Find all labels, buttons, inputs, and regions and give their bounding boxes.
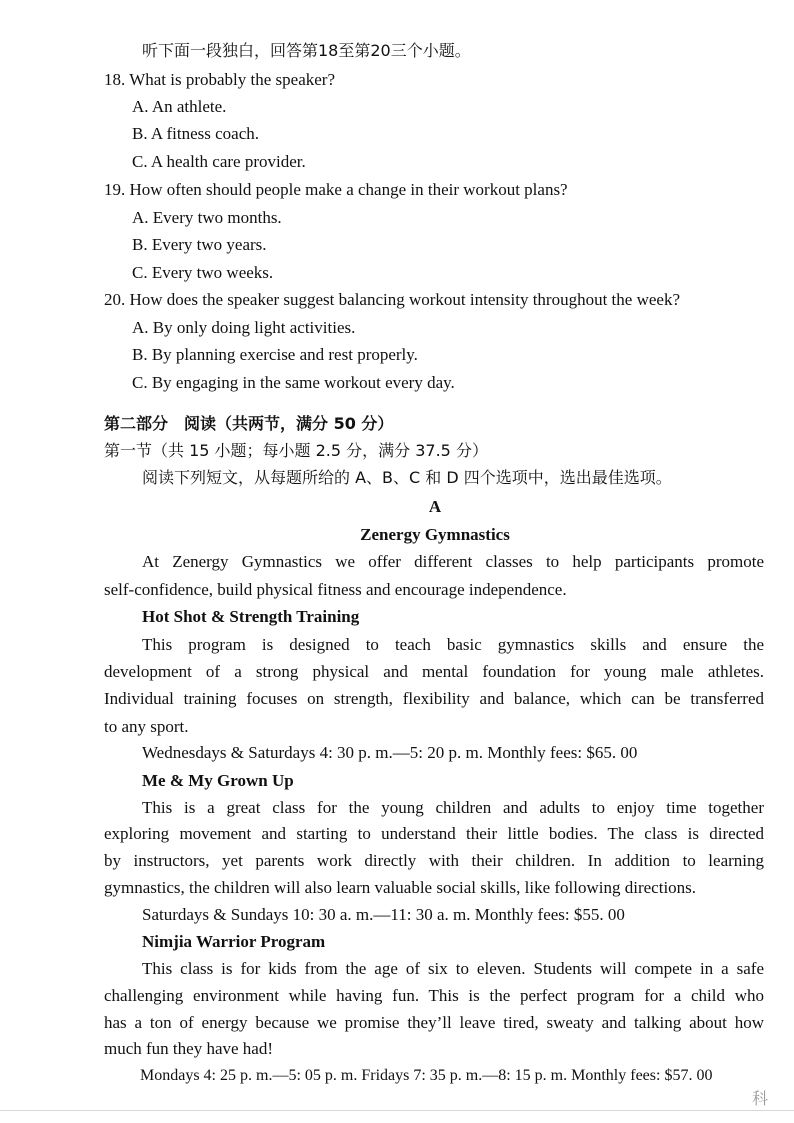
question-20-option-a: A. By only doing light activities. (132, 318, 356, 337)
passage-letter: A (428, 497, 442, 516)
program-schedule: Saturdays & Sundays 10: 30 a. m.—11: 30 a. m. Monthly fees: $55. 00 (142, 905, 625, 924)
program-description-line: has a ton of energy because we promise they’ll leave tired, sweaty and talking about how (104, 1013, 764, 1032)
question-20-option-b: B. By planning exercise and rest properly. (132, 345, 418, 364)
question-18-option-c: C. A health care provider. (132, 152, 306, 171)
passage-intro-line-2: self-confidence, build physical fitness and encourage independence. (104, 580, 567, 599)
program-description-line: much fun they have had! (104, 1039, 273, 1058)
part-two-heading: 第二部分 阅读（共两节，满分 50 分） (104, 414, 394, 433)
section-one-heading: 第一节（共 15 小题；每小题 2.5 分，满分 37.5 分） (104, 441, 488, 460)
program-description-line: This class is for kids from the age of six to eleven. Students will compete in a safe (142, 959, 764, 978)
program-description-line: This is a great class for the young children and adults to enjoy time together (142, 798, 764, 817)
program-description-line: development of a strong physical and mental foundation for young male athletes. (104, 662, 764, 681)
passage-title: Zenergy Gymnastics (360, 525, 510, 544)
program-description-line: gymnastics, the children will also learn valuable social skills, like following directions. (104, 878, 697, 897)
reading-instruction: 阅读下列短文，从每题所给的 A、B、C 和 D 四个选项中，选出最佳选项。 (142, 468, 672, 487)
program-description-line: exploring movement and starting to understand their little bodies. The class is directed (104, 824, 764, 843)
corner-watermark: 科 (752, 1089, 769, 1108)
bottom-divider (0, 1110, 794, 1111)
question-18-option-b: B. A fitness coach. (132, 124, 260, 143)
passage-intro-line-1: At Zenergy Gymnastics we offer different classes to help participants promote (142, 552, 764, 571)
program-description-line: challenging environment while having fun. This is the perfect program for a child who (104, 986, 764, 1005)
program-schedule: Wednesdays & Saturdays 4: 30 p. m.—5: 20 p. m. Monthly fees: $65. 00 (142, 743, 638, 762)
program-title: Nimjia Warrior Program (142, 932, 326, 951)
program-description-line: This program is designed to teach basic gymnastics skills and ensure the (142, 635, 764, 654)
program-description-line: Individual training focuses on strength, flexibility and balance, which can be transferred (104, 689, 764, 708)
question-18-stem: 18. What is probably the speaker? (104, 70, 336, 89)
question-18-option-a: A. An athlete. (132, 97, 227, 116)
question-19-stem: 19. How often should people make a change in their workout plans? (104, 180, 568, 199)
program-schedule: Mondays 4: 25 p. m.—5: 05 p. m. Fridays 7: 35 p. m.—8: 15 p. m. Monthly fees: $57. 00 (140, 1067, 713, 1084)
question-20-option-c: C. By engaging in the same workout every day. (132, 373, 455, 392)
question-19-option-b: B. Every two years. (132, 235, 267, 254)
program-title: Me & My Grown Up (142, 771, 294, 790)
program-title: Hot Shot & Strength Training (142, 607, 360, 626)
question-20-stem: 20. How does the speaker suggest balancing workout intensity throughout the week? (104, 290, 680, 309)
question-19-option-c: C. Every two weeks. (132, 263, 274, 282)
program-description-line: by instructors, yet parents work directly with their children. In addition to learning (104, 851, 764, 870)
listening-intro: 听下面一段独白，回答第18至第20三个小题。 (142, 41, 471, 60)
question-19-option-a: A. Every two months. (132, 208, 282, 227)
program-description-line: to any sport. (104, 717, 189, 736)
